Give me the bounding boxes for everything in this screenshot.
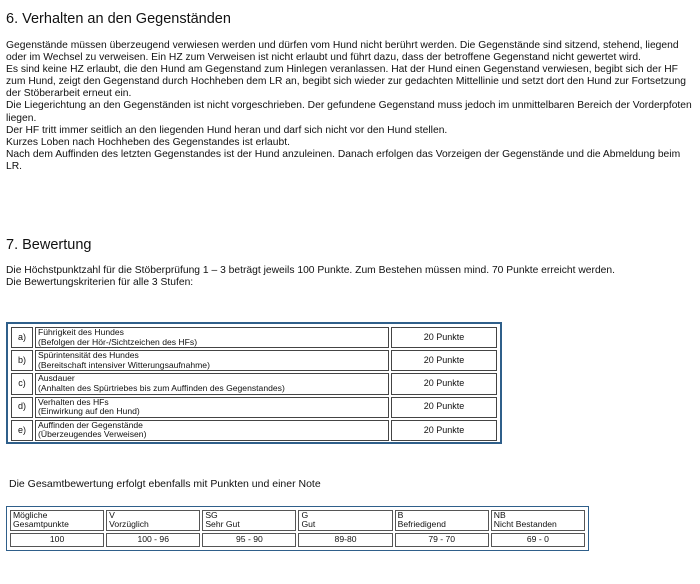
paragraph: Der HF tritt immer seitlich an den liegenden Hund heran und darf sich nicht vor den Hund stellen. (6, 124, 448, 136)
paragraph: Gegenstände müssen überzeugend verwiesen werden und dürfen vom Hund nicht berührt werden. Die Gegenstände sind sitzend, stehend, liegend oder im Wechsel zu verweisen. Ein HZ zum Verweisen ist nicht erlaubt und führt dazu, dass der betroffene Gegenstand nicht gewertet wird. (6, 40, 679, 64)
grade-abbr: G (301, 510, 309, 520)
grade-label: Nicht Bestanden (493, 519, 557, 530)
grade-label: Befriedigend (397, 519, 446, 530)
paragraph: Die Bewertungskriterien für alle 3 Stufen: (6, 277, 194, 289)
criterion-key: a) (11, 327, 33, 348)
grade-values-row (10, 533, 585, 547)
grade-header-row (10, 510, 585, 531)
grade-abbr: B (397, 510, 404, 520)
criterion-detail: (Bereitschaft intensiver Witterungsaufnahme) (38, 359, 210, 370)
criterion-title: Führigkeit des Hundes (38, 327, 124, 337)
grade-header (202, 510, 296, 531)
table-row (11, 420, 497, 441)
paragraph: Die Liegerichtung an den Gegenständen ist nicht vorgeschrieben. Der gefundene Gegenstand muss jedoch im unmittelbaren Bereich der Vorderpfoten liegen. (6, 100, 692, 124)
grade-range: 89-80 (298, 533, 392, 547)
paragraph: Die Höchstpunktzahl für die Stöberprüfung 1 – 3 beträgt jeweils 100 Punkte. Zum Bestehen müssen mind. 70 Punkte erreicht werden. (6, 265, 615, 276)
criterion-points: 20 Punkte (391, 397, 497, 418)
criterion-detail: (Anhalten des Spürtriebes bis zum Auffinden des Gegenstandes) (38, 382, 285, 393)
criterion-detail: (Befolgen der Hör-/Sichtzeichen des HFs) (38, 336, 198, 347)
grade-range: 100 (10, 533, 104, 547)
grade-header (298, 510, 392, 531)
criterion-title: Verhalten des HFs (38, 396, 109, 407)
grade-label: Vorzüglich (109, 519, 149, 530)
grade-table (6, 506, 589, 551)
criterion-text (35, 420, 389, 441)
criterion-title: Auffinden der Gegenstände (38, 419, 143, 430)
grade-range: 69 - 0 (491, 533, 585, 547)
table-row (11, 397, 497, 418)
criterion-key: c) (11, 373, 33, 394)
grade-header (10, 510, 104, 531)
criteria-table (6, 322, 502, 444)
criterion-text (35, 397, 389, 418)
summary-text: Die Gesamtbewertung erfolgt ebenfalls mit Punkten und einer Note (9, 478, 321, 490)
criterion-detail: (Überzeugendes Verweisen) (38, 429, 147, 440)
criterion-text (35, 350, 389, 371)
grade-abbr: SG (205, 510, 218, 520)
grade-abbr: Mögliche (13, 510, 48, 520)
grade-header (491, 510, 585, 531)
paragraph: Es sind keine HZ erlaubt, die den Hund am Gegenstand zum Hinlegen veranlassen. Hat der Hund einen Gegenstand verwiesen, begibt sich der HF zum Hund, zeigt den Gegenstand durch Hochheben dem LR an, begibt sich wieder zur gedachten Mittellinie und setzt dort den Hund zur Fortsetzung der Stöberarbeit erneut ein. (6, 64, 686, 100)
table-row (11, 327, 497, 348)
grade-label: Gut (301, 519, 316, 530)
criterion-title: Ausdauer (38, 373, 75, 384)
grade-label: Sehr Gut (205, 519, 240, 530)
table-row (11, 350, 497, 371)
section-7-heading: 7. Bewertung (6, 237, 92, 253)
criterion-key: e) (11, 420, 33, 441)
section-6-body (6, 40, 696, 173)
criterion-points: 20 Punkte (391, 420, 497, 441)
criterion-points: 20 Punkte (391, 373, 497, 394)
section-7-body (6, 265, 696, 289)
table-row (11, 373, 497, 394)
grade-abbr: V (109, 510, 115, 520)
criterion-text (35, 373, 389, 394)
section-6-heading: 6. Verhalten an den Gegenständen (6, 11, 231, 27)
criterion-title: Spürintensität des Hundes (38, 350, 139, 361)
grade-range: 79 - 70 (395, 533, 489, 547)
grade-abbr: NB (493, 510, 506, 520)
criterion-detail: (Einwirkung auf den Hund) (38, 406, 140, 417)
grade-range: 95 - 90 (202, 533, 296, 547)
paragraph: Nach dem Auffinden des letzten Gegenstandes ist der Hund anzuleinen. Danach erfolgen das Vorzeigen der Gegenstände und die Abmeldung beim LR. (6, 148, 681, 172)
criterion-key: d) (11, 397, 33, 418)
criterion-points: 20 Punkte (391, 350, 497, 371)
grade-label: Gesamtpunkte (13, 519, 69, 530)
grade-range: 100 - 96 (106, 533, 200, 547)
criterion-points: 20 Punkte (391, 327, 497, 348)
criterion-key: b) (11, 350, 33, 371)
grade-header (395, 510, 489, 531)
paragraph: Kurzes Loben nach Hochheben des Gegenstandes ist erlaubt. (6, 136, 290, 148)
grade-header (106, 510, 200, 531)
criterion-text (35, 327, 389, 348)
